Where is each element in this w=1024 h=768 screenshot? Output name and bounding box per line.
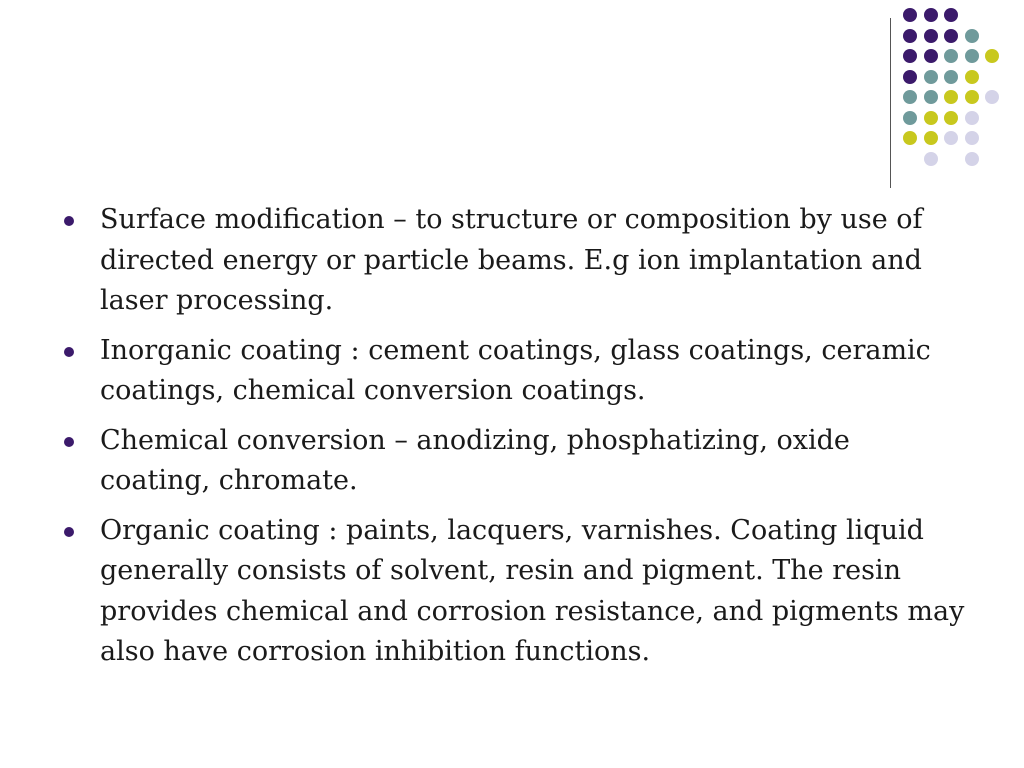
decorative-dot: [903, 131, 917, 145]
decorative-dot: [903, 8, 917, 22]
decorative-dot: [965, 152, 979, 166]
decorative-dot: [944, 8, 958, 22]
bullet-item: [62, 200, 967, 322]
decorative-dot: [985, 90, 999, 104]
bullet-text: Surface modification – to structure or composition by use of directed energy or particle beams. E.g ion implantation and laser processing.: [100, 204, 923, 316]
decorative-dot: [924, 70, 938, 84]
decorative-dot: [965, 29, 979, 43]
decorative-dot: [965, 70, 979, 84]
bullet-item: [62, 331, 967, 412]
decorative-dot: [903, 29, 917, 43]
bullet-text: Organic coating : paints, lacquers, varnishes. Coating liquid generally consists of solvent, resin and pigment. The resin provides chemical and corrosion resistance, and pigments may also have corrosion inhibition functions.: [100, 514, 965, 667]
bullet-text: Chemical conversion – anodizing, phosphatizing, oxide coating, chromate.: [100, 424, 850, 496]
decorative-dot-grid: [903, 8, 1013, 168]
decorative-dot: [965, 111, 979, 125]
decorative-dot: [944, 131, 958, 145]
decorative-dot: [924, 111, 938, 125]
decorative-dot: [944, 49, 958, 63]
decorative-dot: [944, 90, 958, 104]
decorative-dot: [924, 49, 938, 63]
bullet-list: [62, 200, 967, 682]
decorative-dot: [944, 70, 958, 84]
decorative-dot: [944, 111, 958, 125]
decorative-dot: [903, 49, 917, 63]
decorative-dot: [965, 90, 979, 104]
decorative-dot: [965, 131, 979, 145]
bullet-dot-icon: [64, 347, 74, 357]
decorative-dot: [985, 49, 999, 63]
decorative-dot: [924, 152, 938, 166]
decorative-dot: [924, 131, 938, 145]
bullet-item: [62, 511, 967, 673]
bullet-dot-icon: [64, 437, 74, 447]
vertical-divider: [890, 18, 891, 188]
decorative-dot: [903, 111, 917, 125]
decorative-dot: [924, 29, 938, 43]
bullet-text: Inorganic coating : cement coatings, glass coatings, ceramic coatings, chemical conversion coatings.: [100, 334, 931, 406]
bullet-item: [62, 421, 967, 502]
decorative-dot: [924, 8, 938, 22]
decorative-dot: [965, 49, 979, 63]
bullet-dot-icon: [64, 527, 74, 537]
decorative-dot: [903, 90, 917, 104]
decorative-dot: [924, 90, 938, 104]
decorative-dot: [903, 70, 917, 84]
bullet-dot-icon: [64, 216, 74, 226]
decorative-dot: [944, 29, 958, 43]
